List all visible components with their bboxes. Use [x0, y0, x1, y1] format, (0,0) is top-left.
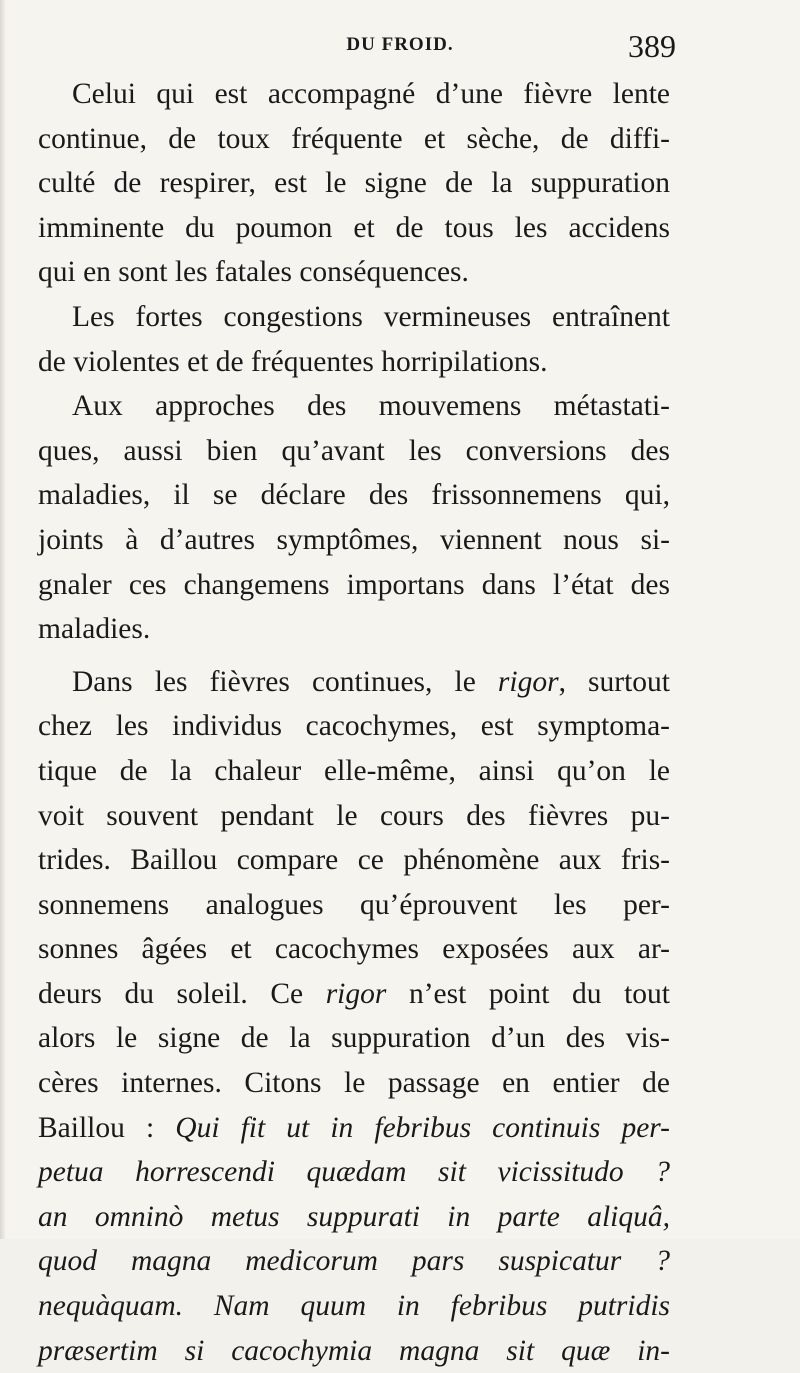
text-line: Celui qui est accompagné d’une fièvre lente: [72, 78, 670, 110]
text-line: [38, 1329, 670, 1373]
text-line: [38, 1284, 670, 1329]
body-text: [38, 72, 670, 1373]
text-line: continue, de toux fréquente et sèche, de diffi-: [38, 122, 670, 155]
text-line: trides. Baillou compare ce phénomène aux fris-: [38, 844, 670, 877]
text-line: Aux approches des mouvemens métastati-: [72, 390, 670, 423]
text-line: chez les individus cacochymes, est symptoma-: [38, 710, 670, 743]
text-line: maladies, il se déclare des frissonnemens qui,: [38, 479, 670, 512]
text-run: n’est point du tout: [408, 977, 670, 1010]
latin-quote: quod magna medicorum pars suspicatur ?: [38, 1245, 670, 1278]
text-line: tique de la chaleur elle-même, ainsi qu’on le: [38, 754, 670, 787]
text-run: Baillou :: [38, 1111, 155, 1144]
text-line: culté de respirer, est le signe de la suppuration: [38, 167, 670, 200]
text-line: alors le signe de la suppuration d’un des vis-: [38, 1022, 670, 1055]
latin-quote: an omninò metus suppurati in parte aliquâ,: [38, 1200, 670, 1233]
text-line: [38, 660, 670, 705]
text-line: Les fortes congestions vermineuses entraînent: [72, 300, 670, 333]
text-line: ques, aussi bien qu’avant les conversions des: [38, 434, 670, 467]
text-line: [38, 1106, 670, 1151]
text-line: de violentes et de fréquentes horripilations.: [38, 345, 548, 378]
text-line: imminente du poumon et de tous les accidens: [38, 211, 670, 244]
text-line: joints à d’autres symptômes, viennent nous si-: [38, 523, 670, 556]
running-head: DU FROID.: [346, 34, 454, 55]
italic-term: rigor: [325, 977, 387, 1010]
latin-quote: nequàquam. Nam quum in febribus putridis: [38, 1290, 670, 1323]
text-line: sonnes âgées et cacochymes exposées aux ar-: [38, 933, 670, 966]
page-header: [0, 28, 800, 68]
text-line: [38, 1150, 670, 1195]
page-edge-shadow: [0, 0, 6, 1239]
italic-term: rigor: [497, 665, 559, 698]
text-run: deurs du soleil. Ce: [38, 977, 304, 1010]
text-line: voit souvent pendant le cours des fièvres pu-: [38, 799, 670, 832]
latin-quote: præsertim si cacochymia magna sit quæ in-: [38, 1334, 670, 1367]
text-line: qui en sont les fatales conséquences.: [38, 256, 469, 289]
text-line: [38, 1239, 670, 1284]
latin-quote: Qui fit ut in febribus continuis per-: [175, 1111, 670, 1144]
text-line: cères internes. Citons le passage en entier de: [38, 1067, 670, 1100]
page-number: 389: [628, 28, 676, 64]
text-line: gnaler ces changemens importans dans l’état des: [38, 568, 670, 601]
text-line: [38, 1195, 670, 1240]
text-run: , surtout: [558, 665, 671, 698]
text-line: [38, 972, 670, 1017]
text-line: maladies.: [38, 613, 151, 646]
latin-quote: petua horrescendi quædam sit vicissitudo ?: [38, 1156, 670, 1189]
text-line: sonnemens analogues qu’éprouvent les per-: [38, 888, 670, 921]
text-run: Dans les fièvres continues, le: [72, 665, 476, 698]
